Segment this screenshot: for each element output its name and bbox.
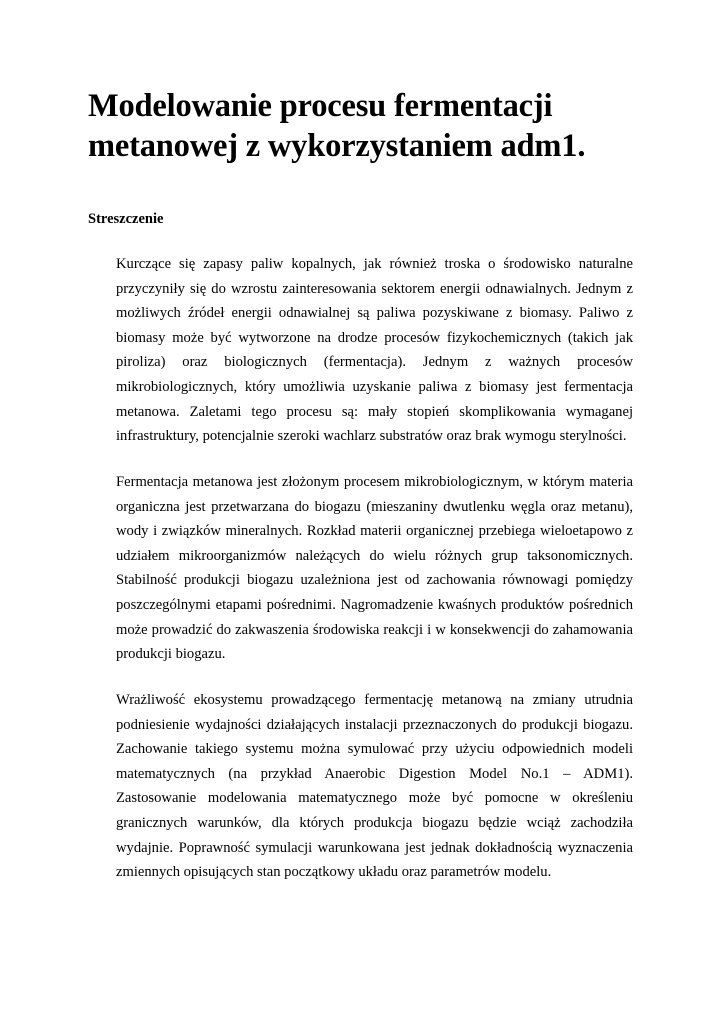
abstract-paragraph-1: Kurczące się zapasy paliw kopalnych, jak również troska o środowisko naturalne przyczyniły się do wzrostu zainteresowania sektorem energii odnawialnych. Jednym z możliwych źródeł energii odnawialnej są paliwa pozyskiwane z biomasy. Paliwo z biomasy może być wytworzone na drodze procesów fizykochemicznych (takich jak piroliza) oraz biologicznych (fermentacja). Jednym z ważnych procesów mikrobiologicznych, który umożliwia uzyskanie paliwa z biomasy jest fermentacja metanowa. Zaletami tego procesu są: mały stopień skomplikowania wymaganej infrastruktury, potencjalnie szeroki wachlarz substratów oraz brak wymogu sterylności. — [116, 256, 633, 445]
abstract-paragraph-3: Wrażliwość ekosystemu prowadzącego fermentację metanową na zmiany utrudnia podniesienie wydajności działających instalacji przeznaczonych do produkcji biogazu. Zachowanie takiego systemu można symulować przy użyciu odpowiednich modeli matematycznych (na przykład Anaerobic Digestion Model No.1 – ADM1). Zastosowanie modelowania matematycznego może być pomocne w określeniu granicznych warunków, dla których produkcja biogazu będzie wciąż zachodziła wydajnie. Poprawność symulacji warunkowana jest jednak dokładnością wyznaczenia zmiennych opisujących stan początkowy układu oraz parametrów modelu. — [116, 692, 633, 881]
document-title: Modelowanie procesu fermentacji metanowej z wykorzystaniem adm1. — [88, 88, 586, 164]
abstract-paragraph-2: Fermentacja metanowa jest złożonym procesem mikrobiologicznym, w którym materia organiczna jest przetwarzana do biogazu (mieszaniny dwutlenku węgla oraz metanu), wody i związków mineralnych. Rozkład materii organicznej przebiega wieloetapowo z udziałem mikroorganizmów należących do wielu różnych grup taksonomicznych. Stabilność produkcji biogazu uzależniona jest od zachowania równowagi pomiędzy poszczególnymi etapami pośrednimi. Nagromadzenie kwaśnych produktów pośrednich może prowadzić do zakwaszenia środowiska reakcji i w konsekwencji do zahamowania produkcji biogazu. — [116, 474, 633, 663]
section-heading-abstract: Streszczenie — [88, 211, 164, 227]
